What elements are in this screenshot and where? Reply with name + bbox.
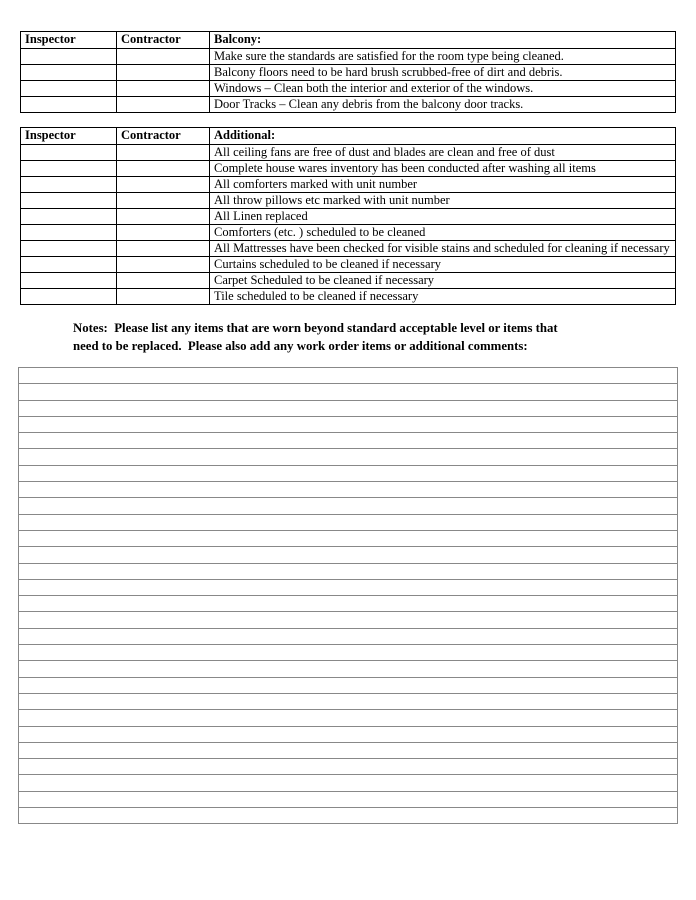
contractor-signoff-cell[interactable] — [117, 177, 210, 193]
notes-writing-line[interactable] — [19, 645, 678, 661]
contractor-signoff-cell[interactable] — [117, 241, 210, 257]
notes-writing-line[interactable] — [19, 368, 678, 384]
inspector-signoff-cell[interactable] — [21, 177, 117, 193]
section-title: Additional: — [210, 128, 676, 145]
inspector-column-header: Inspector — [21, 32, 117, 49]
task-description: Carpet Scheduled to be cleaned if necessary — [210, 273, 676, 289]
task-description: Comforters (etc. ) scheduled to be cleaned — [210, 225, 676, 241]
notes-writing-line[interactable] — [19, 612, 678, 628]
inspector-signoff-cell[interactable] — [21, 97, 117, 113]
task-description: Complete house wares inventory has been conducted after washing all items — [210, 161, 676, 177]
contractor-signoff-cell[interactable] — [117, 97, 210, 113]
checklist-row — [21, 257, 676, 273]
task-description: All throw pillows etc marked with unit number — [210, 193, 676, 209]
inspector-signoff-cell[interactable] — [21, 273, 117, 289]
notes-writing-line[interactable] — [19, 596, 678, 612]
inspector-signoff-cell[interactable] — [21, 257, 117, 273]
notes-writing-line[interactable] — [19, 759, 678, 775]
checklist-row — [21, 81, 676, 97]
notes-writing-line[interactable] — [19, 661, 678, 677]
contractor-signoff-cell[interactable] — [117, 49, 210, 65]
notes-writing-line[interactable] — [19, 628, 678, 644]
inspector-signoff-cell[interactable] — [21, 49, 117, 65]
notes-writing-line[interactable] — [19, 677, 678, 693]
contractor-column-header: Contractor — [117, 32, 210, 49]
contractor-column-header: Contractor — [117, 128, 210, 145]
notes-writing-line[interactable] — [19, 465, 678, 481]
checklist-row — [21, 97, 676, 113]
inspector-signoff-cell[interactable] — [21, 193, 117, 209]
inspector-signoff-cell[interactable] — [21, 161, 117, 177]
notes-writing-line[interactable] — [19, 416, 678, 432]
task-description: All ceiling fans are free of dust and blades are clean and free of dust — [210, 145, 676, 161]
task-description: Door Tracks – Clean any debris from the balcony door tracks. — [210, 97, 676, 113]
inspector-signoff-cell[interactable] — [21, 225, 117, 241]
notes-instructions-line: Notes: Please list any items that are worn beyond standard acceptable level or items that — [73, 321, 558, 335]
task-description: Make sure the standards are satisfied for the room type being cleaned. — [210, 49, 676, 65]
checklist-row — [21, 161, 676, 177]
notes-writing-line[interactable] — [19, 579, 678, 595]
task-description: Windows – Clean both the interior and exterior of the windows. — [210, 81, 676, 97]
notes-writing-line[interactable] — [19, 498, 678, 514]
notes-instructions — [73, 319, 676, 355]
contractor-signoff-cell[interactable] — [117, 257, 210, 273]
checklist-row — [21, 193, 676, 209]
inspector-signoff-cell[interactable] — [21, 241, 117, 257]
notes-writing-line[interactable] — [19, 384, 678, 400]
notes-writing-line[interactable] — [19, 514, 678, 530]
notes-writing-line[interactable] — [19, 482, 678, 498]
checklist-row — [21, 273, 676, 289]
additional-checklist-table — [20, 127, 676, 305]
checklist-row — [21, 289, 676, 305]
notes-writing-line[interactable] — [19, 693, 678, 709]
inspector-column-header: Inspector — [21, 128, 117, 145]
checklist-row — [21, 225, 676, 241]
checklist-row — [21, 209, 676, 225]
section-title: Balcony: — [210, 32, 676, 49]
task-description: All comforters marked with unit number — [210, 177, 676, 193]
notes-writing-line[interactable] — [19, 400, 678, 416]
contractor-signoff-cell[interactable] — [117, 225, 210, 241]
contractor-signoff-cell[interactable] — [117, 145, 210, 161]
contractor-signoff-cell[interactable] — [117, 289, 210, 305]
notes-writing-line[interactable] — [19, 563, 678, 579]
contractor-signoff-cell[interactable] — [117, 81, 210, 97]
task-description: All Mattresses have been checked for visible stains and scheduled for cleaning if necessary — [210, 241, 676, 257]
notes-writing-line[interactable] — [19, 791, 678, 807]
notes-writing-area — [18, 367, 678, 824]
inspector-signoff-cell[interactable] — [21, 65, 117, 81]
task-description: Curtains scheduled to be cleaned if necessary — [210, 257, 676, 273]
task-description: Tile scheduled to be cleaned if necessary — [210, 289, 676, 305]
notes-writing-line[interactable] — [19, 449, 678, 465]
notes-writing-line[interactable] — [19, 433, 678, 449]
task-description: Balcony floors need to be hard brush scrubbed-free of dirt and debris. — [210, 65, 676, 81]
notes-writing-line[interactable] — [19, 726, 678, 742]
checklist-row — [21, 65, 676, 81]
contractor-signoff-cell[interactable] — [117, 209, 210, 225]
inspector-signoff-cell[interactable] — [21, 289, 117, 305]
checklist-row — [21, 241, 676, 257]
notes-writing-line[interactable] — [19, 742, 678, 758]
checklist-row — [21, 177, 676, 193]
inspector-signoff-cell[interactable] — [21, 81, 117, 97]
checklist-row — [21, 49, 676, 65]
inspector-signoff-cell[interactable] — [21, 209, 117, 225]
balcony-checklist-table — [20, 31, 676, 113]
notes-writing-line[interactable] — [19, 775, 678, 791]
contractor-signoff-cell[interactable] — [117, 273, 210, 289]
contractor-signoff-cell[interactable] — [117, 161, 210, 177]
contractor-signoff-cell[interactable] — [117, 65, 210, 81]
notes-instructions-line: need to be replaced. Please also add any work order items or additional comments: — [73, 339, 528, 353]
inspector-signoff-cell[interactable] — [21, 145, 117, 161]
notes-writing-line[interactable] — [19, 530, 678, 546]
checklist-row — [21, 145, 676, 161]
notes-writing-line[interactable] — [19, 710, 678, 726]
notes-writing-line[interactable] — [19, 808, 678, 824]
contractor-signoff-cell[interactable] — [117, 193, 210, 209]
notes-writing-line[interactable] — [19, 547, 678, 563]
task-description: All Linen replaced — [210, 209, 676, 225]
